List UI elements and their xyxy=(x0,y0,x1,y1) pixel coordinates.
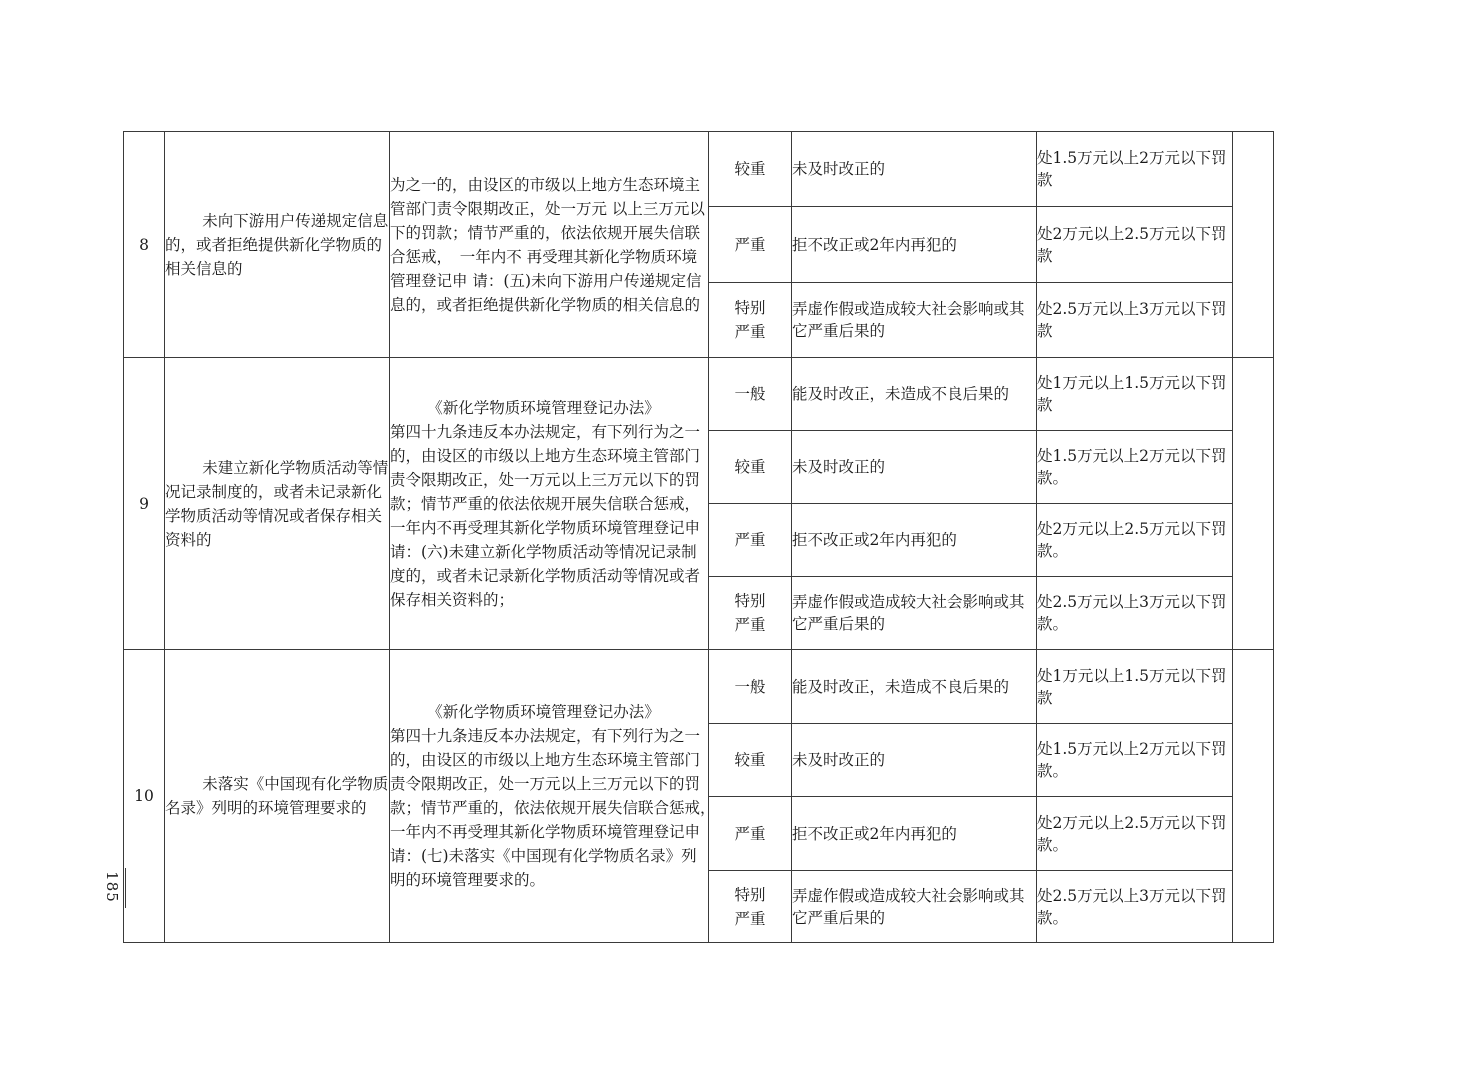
regulation-title: 《新化学物质环境管理登记办法》 xyxy=(427,703,660,721)
page-number-text: 185 xyxy=(102,871,121,903)
penalty: 处2万元以上2.5万元以下罚款 xyxy=(1037,207,1233,283)
item-number: 9 xyxy=(124,358,165,650)
severity-level: 严重 xyxy=(709,797,792,871)
penalty: 处1.5万元以上2万元以下罚款。 xyxy=(1037,724,1233,797)
condition: 能及时改正，未造成不良后果的 xyxy=(792,650,1037,724)
condition: 未及时改正的 xyxy=(792,431,1037,504)
severity-level: 特别 严重 xyxy=(709,871,792,943)
penalty-standard-table xyxy=(123,131,1274,943)
violation-description: 未向下游用户传递规定信息的，或者拒绝提供新化学物质的相关信息的 xyxy=(165,132,390,358)
severity-level: 严重 xyxy=(709,207,792,283)
item-number: 8 xyxy=(124,132,165,358)
severity-level: 一般 xyxy=(709,650,792,724)
penalty: 处2万元以上2.5万元以下罚款。 xyxy=(1037,504,1233,577)
empty-cell xyxy=(1233,358,1274,650)
severity-level: 较重 xyxy=(709,431,792,504)
table-row xyxy=(124,132,1274,207)
item-number: 10 xyxy=(124,650,165,943)
legal-basis xyxy=(390,132,709,358)
regulation-title: 《新化学物质环境管理登记办法》 xyxy=(427,398,660,417)
penalty: 处1.5万元以上2万元以下罚款 xyxy=(1037,132,1233,207)
severity-level: 较重 xyxy=(709,724,792,797)
severity-level: 严重 xyxy=(709,504,792,577)
condition: 能及时改正，未造成不良后果的 xyxy=(792,358,1037,431)
violation-description: 未建立新化学物质活动等情况记录制度的，或者未记录新化学物质活动等情况或者保存相关资料的 xyxy=(165,358,390,650)
condition: 弄虚作假或造成较大社会影响或其它严重后果的 xyxy=(792,577,1037,650)
condition: 弄虚作假或造成较大社会影响或其它严重后果的 xyxy=(792,283,1037,358)
legal-basis-text: 第四十九条违反本办法规定，有下列行为之一的，由设区的市级以上地方生态环境主管部门责令限期改正，处一万元以上三万元以下的罚款；情节严重的，依法依规开展失信联合惩戒， 一年内不再受理其新化学物质环境管理登记申请：(七)未落实《中国现有化学物质名录》列明的环境管理要求的。 xyxy=(390,727,724,889)
condition: 拒不改正或2年内再犯的 xyxy=(792,504,1037,577)
penalty: 处1万元以上1.5万元以下罚款 xyxy=(1037,650,1233,724)
penalty: 处1万元以上1.5万元以下罚款 xyxy=(1037,358,1233,431)
condition: 未及时改正的 xyxy=(792,132,1037,207)
table-row xyxy=(124,650,1274,724)
empty-cell xyxy=(1233,132,1274,358)
penalty: 处2.5万元以上3万元以下罚款 xyxy=(1037,283,1233,358)
severity-level: 特别 严重 xyxy=(709,283,792,358)
violation-description: 未落实《中国现有化学物质名录》列明的环境管理要求的 xyxy=(165,650,390,943)
severity-level: 一般 xyxy=(709,358,792,431)
legal-basis-text: 为之一的，由设区的市级以上地方生态环境主管部门责令限期改正，处一万元 以上三万元以下的罚款；情节严重的，依法依规开展失信联合惩戒， 一年内不 再受理其新化学物质环境管理登记申 请：(五)未向下游用户传递规定信息的，或者拒绝提供新化学物质的相关信息的 xyxy=(390,175,705,314)
penalty: 处2.5万元以上3万元以下罚款。 xyxy=(1037,871,1233,943)
empty-cell xyxy=(1233,650,1274,943)
legal-basis xyxy=(390,358,709,650)
condition: 拒不改正或2年内再犯的 xyxy=(792,207,1037,283)
penalty: 处2.5万元以上3万元以下罚款。 xyxy=(1037,577,1233,650)
penalty: 处2万元以上2.5万元以下罚款。 xyxy=(1037,797,1233,871)
condition: 弄虚作假或造成较大社会影响或其它严重后果的 xyxy=(792,871,1037,943)
legal-basis xyxy=(390,650,724,943)
severity-level: 较重 xyxy=(709,132,792,207)
condition: 拒不改正或2年内再犯的 xyxy=(792,797,1037,871)
table-row xyxy=(124,358,1274,431)
penalty: 处1.5万元以上2万元以下罚款。 xyxy=(1037,431,1233,504)
legal-basis-text: 第四十九条违反本办法规定，有下列行为之一的，由设区的市级以上地方生态环境主管部门责令限期改正，处一万元以上三万元以下的罚款；情节严重的依法依规开展失信联合惩戒， 一年内不再受理其新化学物质环境管理登记申请：(六)未建立新化学物质活动等情况记录制度的，或者未记录新化学物质活动等情况或者保存相关资料的； xyxy=(390,422,708,609)
page-number xyxy=(95,868,126,908)
condition: 未及时改正的 xyxy=(792,724,1037,797)
severity-level: 特别 严重 xyxy=(709,577,792,650)
